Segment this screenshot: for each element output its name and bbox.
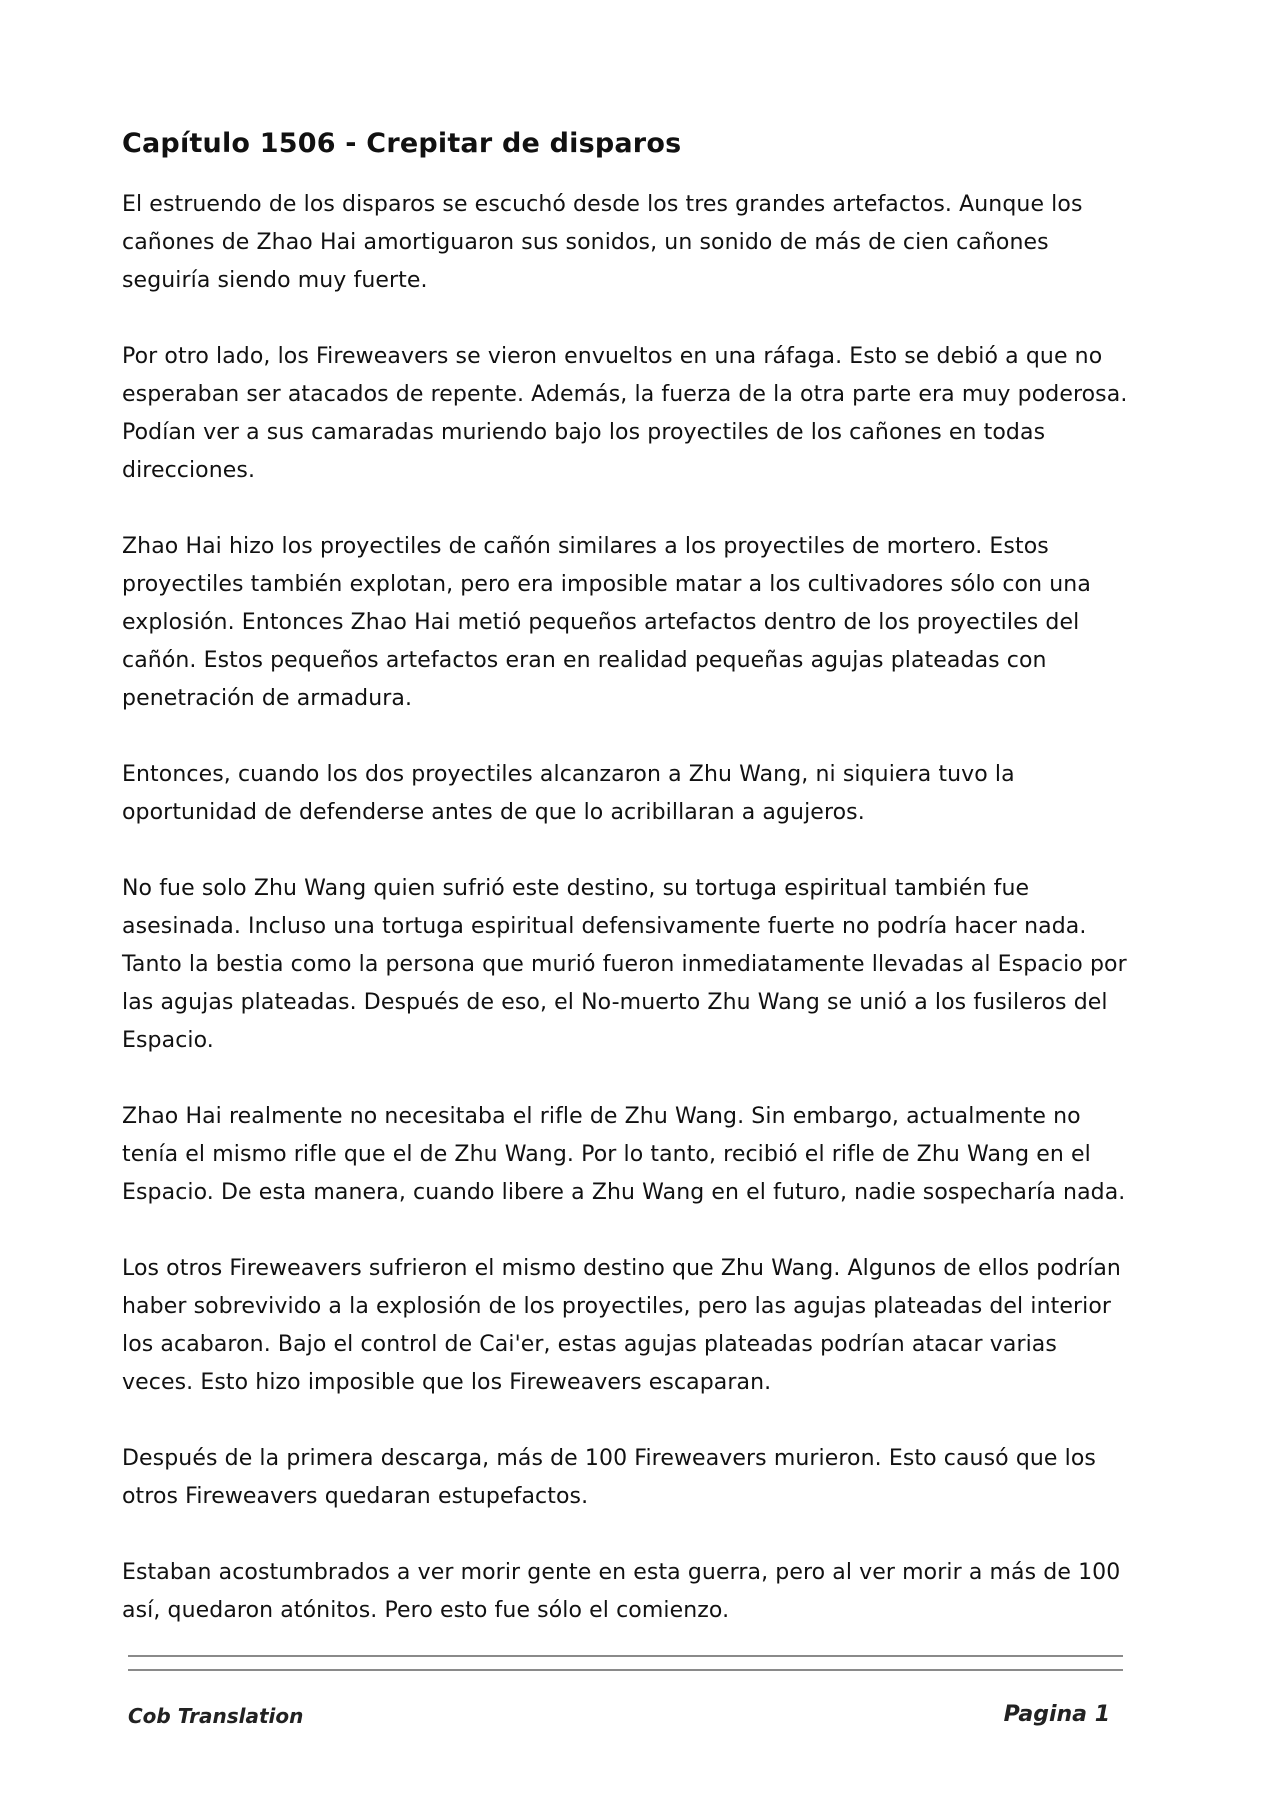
paragraph-4: Entonces, cuando los dos proyectiles alcanzaron a Zhu Wang, ni siquiera tuvo la oportunidad de defenderse antes de que lo acribillaran a agujeros. — [122, 762, 1015, 825]
paragraph-2: Por otro lado, los Fireweavers se vieron envueltos en una ráfaga. Esto se debió a que no esperaban ser atacados de repente. Además, la fuerza de la otra parte era muy poderosa. Podían ver a sus camaradas muriendo bajo los proyectiles de los cañones en todas direcciones. — [122, 344, 1128, 483]
paragraph-1: El estruendo de los disparos se escuchó desde los tres grandes artefactos. Aunque los cañones de Zhao Hai amortiguaron sus sonidos, un sonido de más de cien cañones seguiría siendo muy fuerte. — [122, 192, 1083, 293]
paragraph-3: Zhao Hai hizo los proyectiles de cañón similares a los proyectiles de mortero. Estos proyectiles también explotan, pero era imposible matar a los cultivadores sólo con una explosión. Entonces Zhao Hai metió pequeños artefactos dentro de los proyectiles del cañón. Estos pequeños artefactos eran en realidad pequeñas agujas plateadas con penetración de armadura. — [122, 534, 1091, 711]
footer-credit: Cob Translation — [128, 1704, 304, 1728]
paragraph-8: Después de la primera descarga, más de 100 Fireweavers murieron. Esto causó que los otros Fireweavers quedaran estupefactos. — [122, 1446, 1096, 1509]
paragraph-6: Zhao Hai realmente no necesitaba el rifle de Zhu Wang. Sin embargo, actualmente no tenía el mismo rifle que el de Zhu Wang. Por lo tanto, recibió el rifle de Zhu Wang en el Espacio. De esta manera, cuando libere a Zhu Wang en el futuro, nadie sospecharía nada. — [122, 1104, 1126, 1205]
document-body — [122, 124, 1132, 1668]
paragraph-5: No fue solo Zhu Wang quien sufrió este destino, su tortuga espiritual también fue asesinada. Incluso una tortuga espiritual defensivamente fuerte no podría hacer nada. Tanto la bestia como la persona que murió fueron inmediatamente llevadas al Espacio por las agujas plateadas. Después de eso, el No-muerto Zhu Wang se unió a los fusileros del Espacio. — [122, 876, 1127, 1053]
paragraph-7: Los otros Fireweavers sufrieron el mismo destino que Zhu Wang. Algunos de ellos podrían haber sobrevivido a la explosión de los proyectiles, pero las agujas plateadas del interior los acabaron. Bajo el control de Cai'er, estas agujas plateadas podrían atacar varias veces. Esto hizo imposible que los Fireweavers escaparan. — [122, 1256, 1121, 1395]
page-number: Pagina 1 — [1003, 1702, 1110, 1727]
footer-divider-top — [128, 1655, 1123, 1657]
chapter-title: Capítulo 1506 - Crepitar de disparos — [122, 128, 682, 159]
paragraph-9: Estaban acostumbrados a ver morir gente en esta guerra, pero al ver morir a más de 100 así, quedaron atónitos. Pero esto fue sólo el comienzo. — [122, 1560, 1121, 1623]
footer-divider-bottom — [128, 1669, 1123, 1671]
